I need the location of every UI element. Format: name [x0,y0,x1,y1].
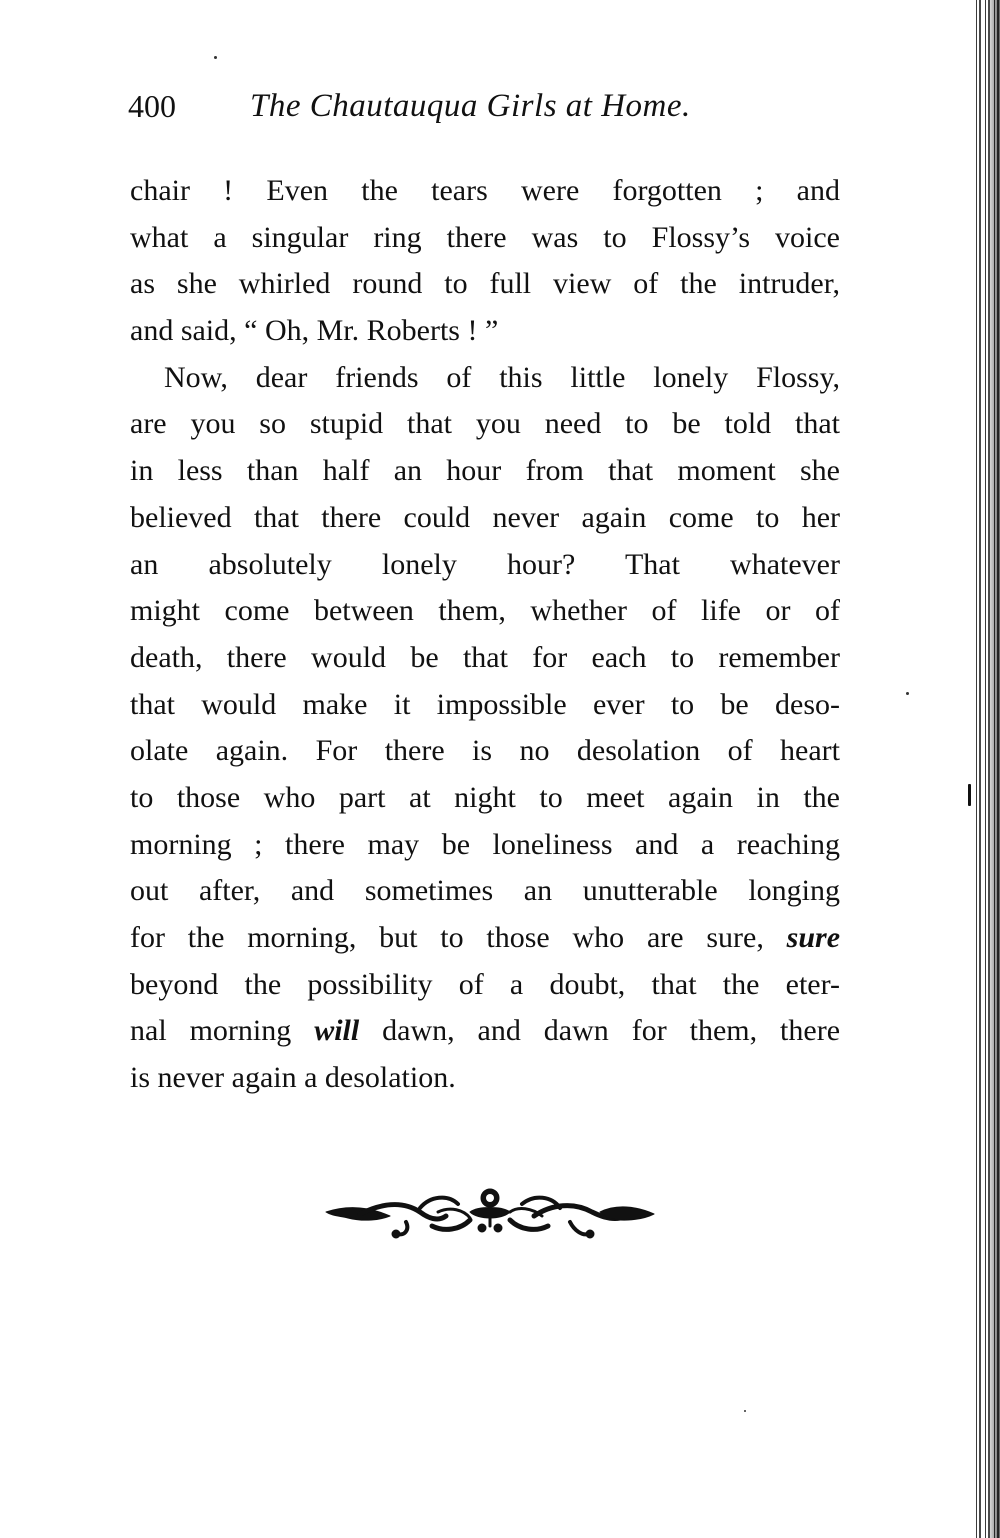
emphasis-sure: sure [786,921,841,954]
text-segment: nal morning [130,1014,292,1048]
text-segment: for the morning, but to those who are sure, [130,921,764,954]
text-line: in less than half an hour from that moment she [130,454,840,488]
text-line: beyond the possibility of a doubt, that the eter- [130,967,840,1001]
page-number: 400 [128,88,176,124]
page-edge-shadow [990,0,1000,1538]
text-line: might come between them, whether of life or of [130,594,840,628]
text-line: chair ! Even the tears were forgotten ; and [130,174,840,207]
paragraph-first-line: Now, dear friends of this little lonely Flossy, [164,360,840,394]
text-line: death, there would be that for each to remember [130,640,840,674]
body-text [130,168,840,1102]
text-line: are you so stupid that you need to be told that [130,407,840,441]
running-title: The Chautauqua Girls at Home. [250,88,691,124]
text-line-with-emphasis [130,1008,840,1055]
text-line: believed that there could never again come to her [130,500,840,534]
running-head [128,86,848,136]
text-line: what a singular ring there was to Flossy’s voice [130,220,840,254]
emphasis-will: will [314,1014,360,1048]
text-line: olate again. For there is no desolation of heart [130,734,840,768]
text-line: and said, “ Oh, Mr. Roberts ! ” [130,314,499,348]
text-line: to those who part at night to meet again in the [130,780,840,814]
text-line: morning ; there may be loneliness and a reaching [130,827,840,861]
text-line: as she whirled round to full view of the intruder, [130,267,840,301]
floral-tailpiece-icon [320,1182,660,1246]
text-line: out after, and sometimes an unutterable longing [130,874,840,908]
text-line: is never again a desolation. [130,1061,456,1095]
text-line-with-emphasis [130,915,840,962]
text-segment: dawn, and dawn for them, there [382,1014,841,1048]
text-line: an absolutely lonely hour? That whatever [130,547,840,581]
text-line: that would make it impossible ever to be deso- [130,687,840,721]
